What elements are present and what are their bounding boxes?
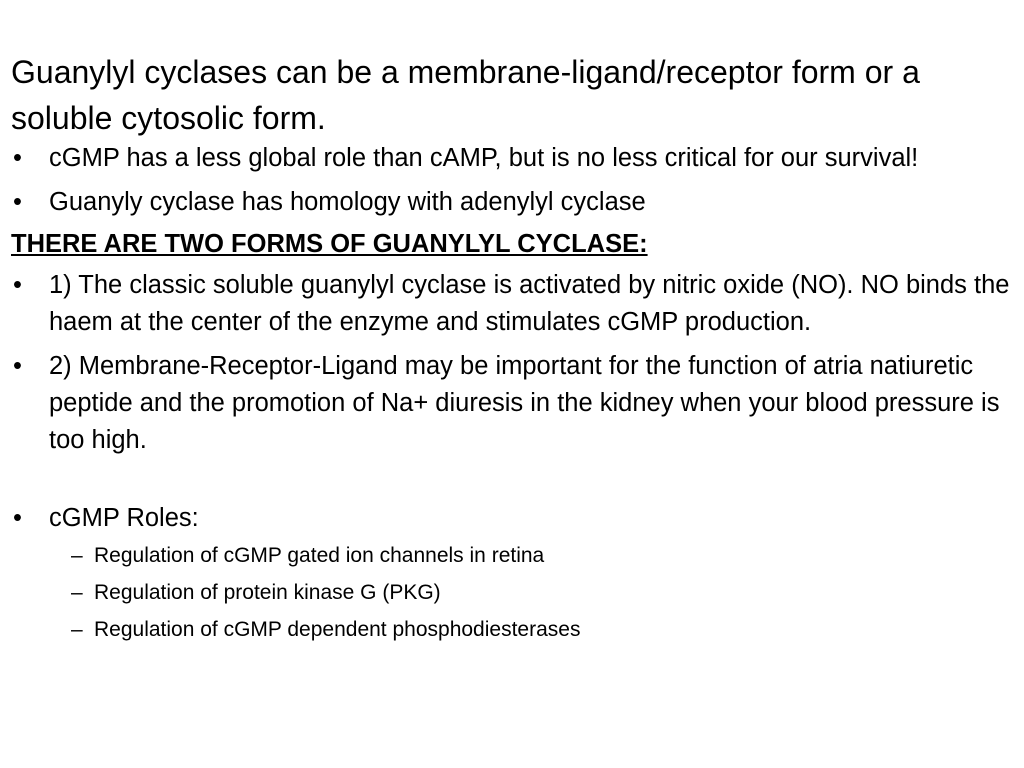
bullet-icon: • bbox=[13, 144, 22, 172]
bullet-text: 1) The classic soluble guanylyl cyclase is activated by nitric oxide (NO). NO binds the haem at the center of the enzyme and stimulates cGMP production. bbox=[49, 271, 1010, 336]
dash-icon: – bbox=[71, 618, 83, 641]
sub-bullet-text: Regulation of cGMP dependent phosphodiesterases bbox=[94, 618, 581, 641]
bullet-item bbox=[11, 500, 1016, 537]
bullet-text: 2) Membrane-Receptor-Ligand may be important for the function of atria natiuretic peptide and the promotion of Na+ diuresis in the kidney when your blood pressure is too high. bbox=[49, 352, 1000, 454]
bullet-text: cGMP has a less global role than cAMP, but is no less critical for our survival! bbox=[49, 144, 919, 172]
sub-bullet-text: Regulation of cGMP gated ion channels in retina bbox=[94, 544, 545, 567]
bullet-item bbox=[11, 267, 1016, 341]
section-heading: THERE ARE TWO FORMS OF GUANYLYL CYCLASE: bbox=[11, 230, 648, 258]
bullet-icon: • bbox=[13, 504, 22, 532]
bullet-icon: • bbox=[13, 271, 22, 299]
dash-icon: – bbox=[71, 544, 83, 567]
slide-body bbox=[11, 140, 1016, 648]
dash-icon: – bbox=[71, 581, 83, 604]
bullet-item bbox=[11, 348, 1016, 459]
sub-bullet-item bbox=[11, 611, 1016, 648]
sub-bullet-item bbox=[11, 537, 1016, 574]
bullet-text: Guanyly cyclase has homology with adenylyl cyclase bbox=[49, 188, 646, 216]
bullet-item bbox=[11, 184, 1016, 221]
spacer bbox=[11, 459, 1016, 500]
bullet-item bbox=[11, 140, 1016, 177]
slide-title: Guanylyl cyclases can be a membrane-ligand/receptor form or a soluble cytosolic form. bbox=[11, 54, 920, 136]
sub-bullet-text: Regulation of protein kinase G (PKG) bbox=[94, 581, 441, 604]
bullet-icon: • bbox=[13, 352, 22, 380]
bullet-icon: • bbox=[13, 188, 22, 216]
bullet-text: cGMP Roles: bbox=[49, 504, 199, 532]
sub-bullet-item bbox=[11, 574, 1016, 611]
